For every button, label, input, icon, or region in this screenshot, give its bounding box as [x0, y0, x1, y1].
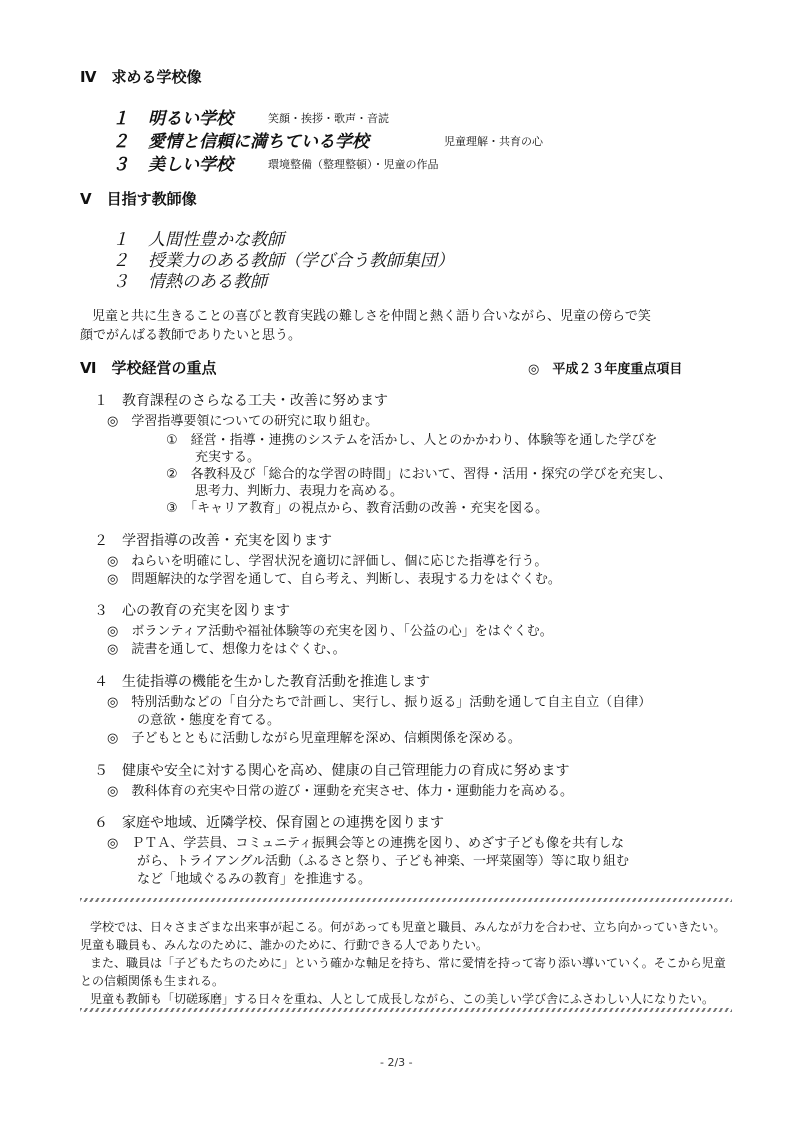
focus-6-number: ６ [94, 815, 108, 831]
teacher-paragraph-line-1: 児童と共に生きることの喜びと教育実践の難しさを仲間と熱く語り合いながら、児童の傍らで笑 [92, 309, 651, 324]
focus-3-bullet-2: ◎ 読書を通して、想像力をはぐくむ、。 [107, 642, 346, 657]
section-5-heading: Ⅴ 目指す教師像 [80, 190, 197, 208]
school-ideal-3-number: ３ [112, 155, 129, 175]
focus-1-number: １ [94, 393, 108, 409]
teacher-ideal-1-number: １ [112, 230, 129, 250]
focus-2-title: 学習指導の改善・充実を図ります [122, 533, 332, 549]
teacher-ideal-1-title: 人間性豊かな教師 [148, 230, 284, 250]
priority-legend: ◎ 平成２３年度重点項目 [528, 362, 683, 377]
teacher-paragraph-line-2: 顔でがんばる教師でありたいと思う。 [80, 328, 302, 343]
focus-1-sub-1-cont: 充実する。 [195, 450, 261, 465]
school-ideal-1-number: １ [112, 109, 129, 129]
focus-3-number: ３ [94, 603, 108, 619]
focus-5-number: ５ [94, 763, 108, 779]
focus-1-title: 教育課程のさらなる工夫・改善に努めます [122, 393, 388, 409]
focus-1-sub-2: ② 各教科及び「総合的な学習の時間」において、習得・活用・探究の学びを充実し、 [166, 467, 672, 482]
closing-top-divider [80, 898, 732, 902]
focus-2-bullet-1: ◎ ねらいを明確にし、学習状況を適切に評価し、個に応じた指導を行う。 [107, 554, 548, 569]
school-ideal-3-title: 美しい学校 [148, 155, 233, 175]
school-ideal-1-note: 笑顔・挨拶・歌声・音読 [268, 112, 389, 125]
school-ideal-2-title: 愛情と信頼に満ちている学校 [148, 132, 369, 152]
focus-1-sub-2-cont: 思考力、判断力、表現力を高める。 [195, 484, 404, 499]
focus-6-bullet-1-cont: がら、トライアングル活動（ふるさと祭り、子ども神楽、一坪菜園等）等に取り組む [137, 854, 630, 869]
school-ideal-1-title: 明るい学校 [148, 109, 233, 129]
focus-1-bullet-1: ◎ 学習指導要領についての研究に取り組む。 [107, 414, 379, 429]
page-number: - 2/3 - [380, 1056, 413, 1069]
closing-bottom-divider [80, 1008, 732, 1012]
closing-line-1: 学校では、日々さまざまな出来事が起こる。何があっても児童と職員、みんなが力を合わせ、立ち向かっていきたい。 [90, 920, 726, 934]
focus-2-bullet-2: ◎ 問題解決的な学習を通して、自ら考え、判断し、表現する力をはぐくむ。 [107, 572, 561, 587]
focus-4-bullet-1-cont: の意欲・態度を育てる。 [137, 713, 281, 728]
teacher-ideal-3-number: ３ [112, 272, 129, 292]
focus-3-bullet-1: ◎ ボランティア活動や福祉体験等の充実を図り、「公益の心」をはぐくむ。 [107, 624, 553, 639]
school-ideal-2-number: ２ [112, 132, 129, 152]
focus-4-title: 生徒指導の機能を生かした教育活動を推進します [122, 674, 430, 690]
focus-3-title: 心の教育の充実を図ります [122, 603, 290, 619]
teacher-ideal-2-title: 授業力のある教師（学び合う教師集団） [148, 251, 454, 271]
focus-1-sub-1: ① 経営・指導・連携のシステムを活かし、人とのかかわり、体験等を通した学びを [166, 433, 658, 448]
closing-line-5: 児童も教師も「切磋琢磨」する日々を重ね、人として成長しながら、この美しい学び舎にふさわしい人になりたい。 [90, 992, 715, 1006]
focus-5-bullet-1: ◎ 教科体育の充実や日常の遊び・運動を充実させ、体力・運動能力を高める。 [107, 784, 573, 799]
focus-1-sub-3: ③ 「キャリア教育」の視点から、教育活動の改善・充実を図る。 [166, 501, 549, 516]
section-6-heading: Ⅵ 学校経営の重点 [80, 359, 217, 377]
section-4-heading: Ⅳ 求める学校像 [80, 68, 202, 86]
teacher-ideal-3-title: 情熱のある教師 [148, 272, 267, 292]
focus-5-title: 健康や安全に対する関心を高め、健康の自己管理能力の育成に努めます [122, 763, 570, 779]
focus-6-bullet-1-cont2: など「地域ぐるみの教育」を推進する。 [137, 872, 372, 887]
school-ideal-2-note: 児童理解・共育の心 [444, 135, 543, 148]
school-ideal-3-note: 環境整備（整理整頓）・児童の作品 [268, 158, 439, 171]
focus-4-number: ４ [94, 674, 108, 690]
focus-6-title: 家庭や地域、近隣学校、保育園との連携を図ります [122, 815, 444, 831]
focus-4-bullet-1: ◎ 特別活動などの「自分たちで計画し、実行し、振り返る」活動を通して自主自立（自律） [107, 695, 652, 710]
focus-4-bullet-2: ◎ 子どもとともに活動しながら児童理解を深め、信頼関係を深める。 [107, 731, 521, 746]
closing-line-4: との信頼関係も生まれる。 [80, 974, 225, 988]
closing-line-3: また、職員は「子どもたちのために」という確かな軸足を持ち、常に愛情を持って寄り添い導いていく。そこから児童 [90, 956, 726, 970]
teacher-ideal-2-number: ２ [112, 251, 129, 271]
focus-6-bullet-1: ◎ ＰＴＡ、学芸員、コミュニティ振興会等との連携を図り、めざす子ども像を共有しな [107, 836, 625, 851]
closing-line-2: 児童も職員も、みんなのために、誰かのために、行動できる人でありたい。 [80, 938, 489, 952]
focus-2-number: ２ [94, 533, 108, 549]
